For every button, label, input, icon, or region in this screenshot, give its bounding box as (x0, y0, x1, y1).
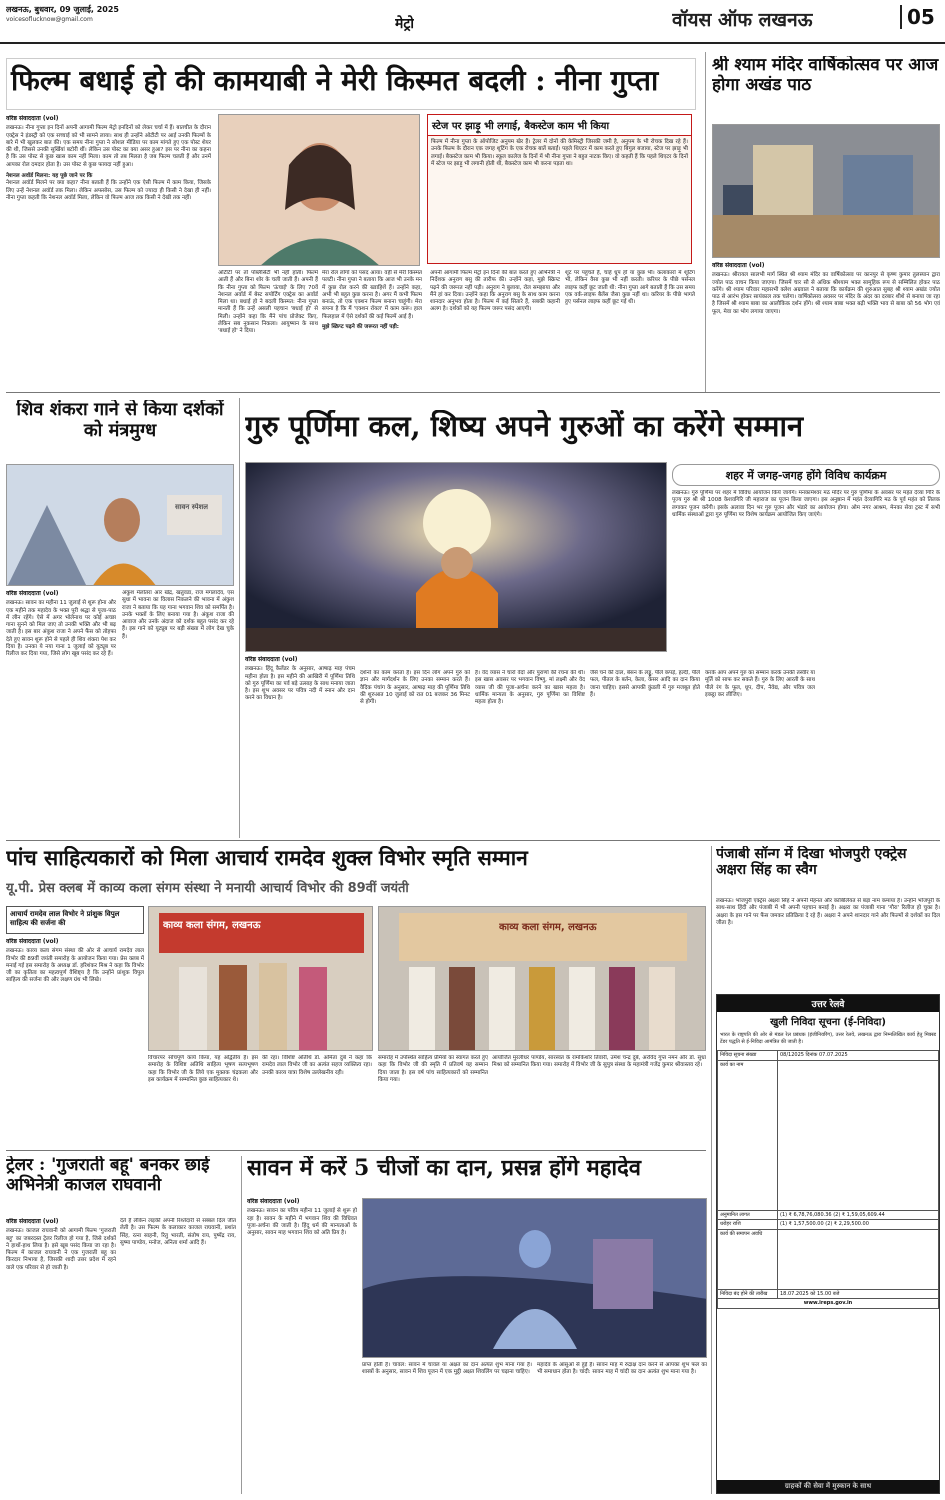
dateline: लखनऊ, बुधवार, 09 जुलाई, 2025 (6, 5, 119, 14)
banner-text-1: काव्य कला संगम, लखनऊ (163, 920, 261, 931)
story-guru-headline-box (245, 410, 940, 460)
temple-illustration (713, 125, 940, 258)
masthead (0, 0, 945, 44)
byline: वरिष्ठ संवाददाता (vol) (6, 938, 59, 945)
story-guru-col4: जैसे चने की दाल, बेसन के लड्डू, पीले कपड़े, हल्दी, पीले फल, पीतल के बर्तन, केला, केसर आदि का दान किया जाना चाहिए। इससे आपकी कुंडली में गुरु मजबूत होते हैं। (590, 670, 700, 698)
story-guru-col1 (245, 656, 355, 836)
guru-illustration (246, 463, 667, 652)
byline: वरिष्ठ संवाददाता (vol) (6, 115, 59, 122)
divider (6, 840, 940, 841)
story-guru-subhead-box (672, 464, 940, 486)
tender-cost: (1) ₹ 6,78,76,080.36 (2) ₹ 1,59,05,609.44 (778, 1210, 939, 1220)
story-sahitya-subhead: यू.पी. प्रेस क्लब में काव्य कला संगम संस्था ने मनायी आचार्य विभोर की 89वीं जयंती (6, 881, 409, 896)
divider (6, 392, 940, 393)
singer-photo (6, 464, 234, 586)
tender-cost-label: अनुमानित लागत (718, 1210, 778, 1220)
tender-footer: ग्राहकों की सेवा में मुस्कान के साथ (717, 1480, 939, 1493)
banner-text-2: काव्य कला संगम, लखनऊ (499, 922, 597, 933)
story-neena-col3-sub: मुझे स्क्रिप्ट पढ़ने की जरूरत नहीं पड़ी: (322, 324, 399, 331)
story-kajal-headline-box (6, 1156, 236, 1216)
tender-website[interactable]: www.ireps.gov.in (718, 1299, 939, 1309)
byline: वरिष्ठ संवाददाता (vol) (245, 656, 298, 663)
story-shyam-headline-box (712, 56, 940, 122)
story-sahitya-col5: आयोजित मुरलीधर पाण्डेय, सारस्वत के रामकिशोर तिवारी, उमेश चन्द्र दुबे, अरविंद गुप्त नमन और डॉ. सुधा मिश्रा को सम्मानित किया गया। समारोह में विभोर जी के सुपुत्र संस्था के महामंत्री गजेंद्र कुमार श्रीवास्तव रहे। (492, 1055, 706, 1069)
story-akshara-body: लखनऊ। भोजपुरी एक्ट्रेस अक्षरा सिंह ने अपनी मेहनत और काबिलियत से बड़ा नाम कमाया है। उन्होंने भोजपुरी के साथ-साथ हिंदी और पंजाबी में भी अपनी पहचान बनाई है। अक्षरा का पंजाबी गाना 'गौरा' रिलीज हो चुका है। अक्षरा के इस गाने पर फैंस जमकर प्रतिक्रिया दे रहे हैं। अक्षरा ने अपने शानदार गाने और फिल्मों से दर्शकों का दिल जीता है। (716, 898, 940, 926)
section-label: मेट्रो (395, 16, 415, 32)
tender-intro: भारत के राष्ट्रपति की ओर से मंडल रेल प्रबंधक (इंजीनियरिंग), उत्तर रेलवे, लखनऊ द्वारा निम्नलिखित कार्य हेतु मिक्स्ड टेंडर पद्धति से ई-निविदा आमंत्रित की जाती है। (720, 1032, 936, 1045)
email: voicesoflucknow@gmail.com (6, 16, 93, 23)
story-shiv-col2: अंकुश मेलोतरा आर खेंद्र, खतुवडा, राज मंगलादेव, एस सुधा में भावना का विलास निकलने की भावना में अंकुश राजा ने बताया कि यह गाना भगवान शिव को समर्पित है। उनके भक्तों के लिए बनाया गया है। अंकुश राजा की आवाज और उनके अंदाज को दर्शक बहुत पसंद कर रहे हैं। इस गाने को यूट्यूब पर बड़ी संख्या में लोग देख चुके हैं। (122, 590, 234, 640)
story-sahitya-pullquote: आचार्य रामदेव लाल विभोर ने प्रांशुक विपुल साहित्य की सर्जना की (6, 906, 144, 934)
divider (241, 1156, 242, 1494)
story-sahitya-headline: पांच साहित्यकारों को मिला आचार्य रामदेव शुक्ल विभोर स्मृति सम्मान (6, 846, 528, 870)
award-photo-2 (378, 906, 706, 1051)
story-sawan-col3: महादेव के आंसुओं से हुई है। सावन माह में रुद्राक्ष दान करने से आपका शुभ फल का भी समाधान होता है। चांदी: सावन माह में चांदी का दान अत्यंत शुभ माना गया है। (537, 1362, 707, 1376)
story-neena-sidebar (427, 114, 692, 264)
story-kajal-text: लखनऊ। काजल राघवानी को आगामी फिल्म 'गुजराती बहू' का जबरदस्त ट्रेलर रिलीज हो गया है, जिसे दर्शकों ने हाथों-हाथ लिया है। इसे खूब पसंद किया जा रहा है। फिल्म में काजल राघवानी ने एक गुजराती बहू का किरदार निभाया है, जिसकी शादी उत्तर प्रदेश में रहने वाले एक परिवार से हो जाती है। (6, 1228, 116, 1271)
shiva-photo (362, 1198, 707, 1358)
story-guru-col3: है। वेद व्यास ने चारों वेदों और पुराणों की रचना की थी। इस खास अवसर पर भगवान विष्णु, मां लक्ष्मी और वेद व्यास जी की पूजा-अर्चना करने का खास महत्व है। धार्मिक मान्यता के अनुसार, गुरु पूर्णिमा का विशिष्ट महत्व होता है। (475, 670, 585, 706)
tender-earnest: (1) ₹ 1,57,500.00 (2) ₹ 2,29,500.00 (778, 1220, 939, 1230)
story-sawan-col1 (247, 1198, 357, 1338)
byline: वरिष्ठ संवाददाता (vol) (247, 1198, 300, 1205)
photo-caption: सावन स्पेशल (175, 503, 208, 511)
tender-complete-label: कार्य की समापन अवधि (718, 1229, 778, 1289)
story-guru-col2: दर्शनों का काम करता है। इस दिन लोग अपने गुरु को ज्ञान और मार्गदर्शन के लिए उनका सम्मान करते हैं। वैदिक पंचांग के अनुसार, आषाढ़ माह की पूर्णिमा तिथि की शुरुआत 10 जुलाई को रात 01 बजकर 36 मिनट से होगी। (360, 670, 470, 706)
story-sahitya-subhead-box (6, 878, 706, 902)
story-sahitya-col1 (6, 938, 144, 1138)
story-akshara-headline-box (716, 846, 940, 896)
temple-photo (712, 124, 940, 258)
tender-notice-label: निविदा सूचना संख्या (718, 1051, 778, 1061)
story-neena-body2: नेशनल अवॉर्ड मिलने पर क्या कहा? नीना बताती हैं कि उन्होंने एक ऐसी फिल्म में काम किया, जिसके लिए उन्हें नेशनल अवॉर्ड तक मिला। लेकिन अफसोस, उस फिल्म को ज्यादा ही किसी ने देखा ही नहीं। नीना गुप्ता कहती कि नेशनल अवॉर्ड मिला, लेकिन वो फिल्म आज तक किसी ने देखी तक नहीं। (6, 180, 211, 201)
tender-notice (716, 994, 940, 1494)
story-shyam-text: लखनऊ। श्रीरायल सालभी मार्ग स्थित श्री श्याम मंदिर का वार्षिकोत्सव पर कानपुर से कृष्ण कुमार तुलस्यान द्वारा ज्योत पाठ वाचन किया जाएगा। जिसमें चार सौ से अधिक श्रीश्याम भक्त सामूहिक रूप से सम्मिलित होकर पाठ करेंगे। श्री श्याम परिवार महासभी क्लेश अग्रवाल ने बताया कि कार्यक्रम की शुरुआत सुबह श्री श्याम अखंड ज्योत पाठ से आरंभ होकर सायंकाल तक चलेगा। वार्षिकोत्सव अवसर पर मंदिर के अंदर का दरबार शीशे से बनाया जा रहा है जिसमें श्री श्याम बाबा का आलौकिक दर्शन होंगे। श्री श्याम बाबा भक्त बढ़ी भक्ति भाव से बाबा को 56 भोग एवं फूल, मेवा का भोग लगाया जाएगा। (712, 272, 940, 315)
story-neena-col2: ओटीटी पर तो पब्लिसिटी भी नहीं होती। फिल्में आती हैं और बिना शोर के चली जाती हैं। अपनी हैं कि नीना गुप्ता को फिल्म 'ऊंचाई' के लिए 70वें नेशनल अवॉर्ड में बेस्ट सपोर्टिंग एक्ट्रेस का अवॉर्ड मिला था। बधाई हो ने बदली किस्मत: नीना गुप्ता मानती हैं कि उन्हें असली पहचान 'बधाई हो' से मिली। उन्होंने कहा कि मैंने पांच प्रोजेक्ट किए, लेकिन सब नुकसान निकला। आयुष्मान के साथ 'बधाई हो' ने दिया। (218, 270, 318, 335)
story-neena-sub2: नेशनल अवॉर्ड मिलना: यह पूछे जाने पर कि (6, 173, 93, 180)
story-sahitya-text: लखनऊ। काव्य कला संगम संस्था की ओर से आचार्य रामदेव लाल विभोर की 89वीं जयंती समारोह के आयोजन किया गया। प्रेस क्लब में मनाई गई इस समारोह के अध्यक्ष डॉ. हरिशंकर मिश्र ने कहा कि विभोर जी का कृतित्व का महत्वपूर्ण वैशिष्ट्य है कि उन्होंने प्रांशुक विपुल साहित्य की सर्जना की और लक्षण ग्रंथ भी लिखे। (6, 948, 144, 984)
story-kajal-col1 (6, 1218, 116, 1494)
guru-purnima-photo (245, 462, 667, 652)
tender-table (717, 1050, 939, 1309)
page-number: 05 (900, 5, 935, 29)
story-neena-col4: अपनी आगामी फिल्म मेट्रो इन दिनों की बात करते हुए अभिनेत्री ने निर्देशक अनुराग बसु की तारीफ की। उन्होंने कहा, मुझे स्क्रिप्ट पढ़ने की जरूरत नहीं पड़ी। अनुराग ने बुलाया, रोल समझाया और मैंने हां कर दिया। उन्होंने कहा कि अनुराग बसु के साथ काम करना शानदार अनुभव होता है। फिल्म में कई सितारे हैं, सबकी कहानी अलग है। दर्शकों को यह फिल्म जरूर पसंद आएगी। (430, 270, 560, 313)
paper-name: वॉयस ऑफ लखनऊ (672, 9, 813, 31)
byline: वरिष्ठ संवाददाता (vol) (6, 1218, 59, 1225)
story-guru-col5: करके आप अपने गुरु का सम्मान करके उनकी तस्वीर या मूर्ति को साफ कर सकते हैं। गुरु के लिए आरती के साथ पीले रंग के फूल, धूप, दीप, नैवेद्य, और पवित्र जल इकट्ठा कर लीजिए। (705, 670, 815, 698)
tender-earnest-label: धरोहर राशि (718, 1220, 778, 1230)
story-guru-subhead: शहर में जगह-जगह होंगे विविध कार्यक्रम (725, 469, 887, 482)
award-photo-1 (148, 906, 373, 1051)
story-sawan-col2: प्राप्त होती है। चावल: सावन में चावल या अक्षत का दान अत्यंत शुभ माना गया है। शास्त्रों के अनुसार, सावन में शिव पूजन में एक मुट्ठी अक्षत शिवलिंग पर चढ़ाना चाहिए। (362, 1362, 532, 1376)
story-sahitya-col2: विचारपर सोचपूर्ण कार्य किया, यह अद्वितीय है। इस समारोह के विशिष्ट अतिथि साहित्य भूषण सत्यभूषण कहा कि विभोर जी के लिये एक मुक्तक चंद्रकला और इस कार्यक्रम में सम्मानित कुछ साहित्यकार थे। (148, 1055, 258, 1083)
story-guru-c1: लखनऊ। हिंदू कैलेंडर के अनुसार, आषाढ़ माह पंचम महीना होता है। इस महीने की आखिरी में पूर्णिमा तिथि को गुरु पूर्णिमा का पर्व बड़े उत्साह के साथ मनाया जाता है। इस शुभ अवसर पर पवित्र नदी में स्नान और दान करने का विधान है। (245, 666, 355, 702)
story-shyam-headline: श्री श्याम मंदिर वार्षिकोत्सव पर आज होगा अखंड पाठ (712, 56, 939, 95)
story-sawan-headline-box (247, 1156, 707, 1196)
story-neena-lead: लखनऊ। नीना गुप्ता इन दिनों अपनी आगामी फिल्म मेट्रो इनदिनों को लेकर चर्चा में हैं। बातचीत के दौरान एक्ट्रेस ने इंडस्ट्री को एक सच्चाई को भी सामने लाया। साथ ही उन्होंने ओटीटी पर आई उनकी फिल्मों के बारे में भी खुलकर बात की। एक समय नीना गुप्ता ने सोशल मीडिया पर काम मांगते हुए एक पोस्ट शेयर की थी, जिससे उनकी सुर्खियां बटोरी थीं। लेकिन उस पोस्ट का क्या असर हुआ? इस पर नीना का कहना है कि उस पोस्ट से कुछ खास काम नहीं मिला। काम तो तब मिलता है जब फिल्म चलती हैं और उनमें आपका रोल दमदार होता है। उस पोस्ट से कुछ फायदा नहीं हुआ। (6, 125, 211, 168)
story-kajal-col2: देते हैं लेकिन लड़की अपनी रिश्तेदारी से सब्बल दिल जीत लेती है। उस फिल्म के कलाकार काजल राघवानी, प्रशांत सिंह, रत्ना साहनी, रितु भारती, संतोष राय, पुष्पेंद्र राय, सुष्मा पाण्डेय, मनोज, अनिता शर्मा आदि हैं। (120, 1218, 236, 1246)
story-neena-col5: शूट पर पहुंचते हैं, चाहे धूप हो या कुछ भी। कलाकारों में शूटिंग भी, लेकिन वैसा कुछ भी नहीं करती। करियर के पीछे पर्सनल लाइफ कहीं छूट जाती थी: नीना गुप्ता आगे बताती हैं कि उस समय एक वर्क-लाइफ बैलेंस जैसा कुछ नहीं था। करियर के पीछे भागते हुए पर्सनल लाइफ कहीं छूट गई थी। (565, 270, 695, 306)
tender-title: खुली निविदा सूचना (ई-निविदा) (770, 1017, 886, 1028)
story-sawan-text: लखनऊ। सावन का पवित्र महीना 11 जुलाई से शुरू हो रहा है। सावन के महीने में भगवान शिव की विधिवत पूजा-अर्चना की जाती है। हिंदू धर्म की मान्यताओं के अनुसार, सावन माह भगवान शिव को अति प्रिय है। (247, 1208, 357, 1237)
story-neena-headline-box (6, 58, 696, 110)
byline: वरिष्ठ संवाददाता (vol) (6, 590, 59, 597)
story-neena-side-text: फिल्म में नीना गुप्ता के ऑपोजिट अनुपम खेर हैं। ट्रेलर में दोनों की केमिस्ट्री जिसकी जमी है, अनुपम के भी रोचक दिख रहे हैं। उनके फिल्म के दौरान एक जगह शूटिंग के एक रोचक बातें बताईं। पहले थिएटर में काम करते हुए बिगुल बजाया, स्टेज पर झाड़ू भी लगाई। बैकस्टेज काम भी किया। स्कूल कालेज के दिनों में भी नीना गुप्ता ने बहुत नाटक किए। वो कहती हैं कि पहले थिएटर के दिनों में स्टेज पर झाड़ू भी लगानी होती थी, बैकस्टेज काम भी करना पड़ता था। (431, 139, 688, 167)
story-neena-subhead: स्टेज पर झाड़ू भी लगाई, बैकस्टेज काम भी किया (428, 115, 691, 136)
portrait-illustration (219, 115, 420, 266)
story-sawan-headline: सावन में करें 5 चीजों का दान, प्रसन्न होंगे महादेव (247, 1156, 641, 1181)
divider (711, 846, 712, 1494)
shiva-illustration (363, 1199, 707, 1358)
story-kajal-headline: ट्रेलर : 'गुजराती बहू' बनकर छाई अभिनेत्री काजल राघवानी (6, 1156, 210, 1195)
story-neena-col3-text: मेरा रोल लोगों को पसंद आया। वहीं से मेरी किस्मत पलटी। नीना गुप्ता ने बताया कि आज भी उनके मन में कुछ रोल करने की ख्वाहिशें हैं। उन्होंने कहा, अभी भी बहुत कुछ करना है। अगर मैं कभी फिल्म बनाऊं, तो एक एक्शन फिल्म बनाना चाहूंगी। मेरा सपना है कि मैं 'एक्शन रॉयल' में काम करूं। हाल फिलहाल में ऐसे दर्शकों की कई फिल्में आई हैं। (322, 270, 422, 320)
tender-date-label: निविदा बंद होने की तारीख (718, 1289, 778, 1299)
divider (6, 1150, 706, 1151)
byline: वरिष्ठ संवाददाता (vol) (712, 262, 765, 269)
divider (239, 398, 240, 838)
story-shiv-headline-box (6, 400, 234, 460)
story-sahitya-headline-box (6, 846, 706, 880)
story-sahitya-col3: की रहा। विशिष्ट अतिथि डॉ. अमिता दुबे ने कहा कि रामदेव लाल विभोर जी का अत्यंत सहज व्यक्तित्व रहा। उनकी काव्य यात्रा विशेष उल्लेखनीय रही। (262, 1055, 372, 1076)
tender-notice-no: 08/12025 दिनांक 07.07.2025 (778, 1051, 939, 1061)
story-guru-lead: लखनऊ। गुरु पूर्णिमा पर शहर में विविध आयोजन किये जायेंगे। मनकामेश्वर मठ मंदिर पर गुरु पूर्णिमा के अवसर पर महंत देव्या गिरि के पूज्य गुरु श्री श्री 1008 केशवगिरि जी महाराज का पूजन किया जाएगा। इस अनुष्ठान में महंत देव्यागिरि मठ के पूर्व महंत को तिलक लगाकर पूजन करेंगी। इसके अलावा दिन भर गुरु पूजन और भंडारे का आयोजन होगा। ओम नगर आश्रम, मेनका सेवा ट्रस्ट में सभी धार्मिक संस्थाओं द्वारा गुरु पूर्णिमा पर विशेष कार्यक्रम आयोजित किए जाएंगे। (672, 490, 940, 518)
story-shiv-headline: शिव शंकरा गाने से किया दर्शकों को मंत्रमुग्ध (16, 400, 224, 441)
singer-illustration (7, 465, 234, 586)
story-sawan-col1b (247, 1342, 357, 1494)
story-sahitya-col4: समारोह में उपस्थित साहित्य प्रेमियों का स्वागत करते हुए कहा कि विभोर जी की स्मृति में प्रतिवर्ष यह सम्मान दिया जाता है। इस वर्ष पांच साहित्यकारों को सम्मानित किया गया। (378, 1055, 488, 1083)
story-guru-headline: गुरु पूर्णिमा कल, शिष्य अपने गुरुओं का करेंगे सम्मान (245, 410, 804, 443)
tender-close-date: 18.07.2025 को 15.00 बजे (778, 1289, 939, 1299)
story-shiv-col1 (6, 590, 116, 838)
divider (705, 52, 706, 392)
story-shyam-body (712, 262, 940, 390)
story-neena-headline: फिल्म बधाई हो की कामयाबी ने मेरी किस्मत बदली : नीना गुप्ता (11, 64, 659, 97)
story-shiv-text: लखनऊ। सावन का महीना 11 जुलाई से शुरू होना और एक महीने तक महादेव के भक्त पूरी श्रद्धा से पूजा-पाठ में लीन रहेंगे। ऐसे में अगर भोलेनाथ पर कोई अच्छा गाना सुनने को मिल जाए तो उनकी भक्ति और भी बढ़ जाती है। इस बार अंकुश राजा ने अपने फैंस को तोहफा देते हुए सावन शुरू होने से पहले ही शिव शंकरा पेश कर दिया है। उनका ये नया गाना 1 जुलाई को यूट्यूब पर रिलीज कर दिया गया, जिसे लोग खूब पसंद कर रहे हैं। (6, 600, 116, 658)
tender-work-label: कार्य का नाम (718, 1060, 778, 1210)
story-akshara-headline: पंजाबी सॉन्ग में दिखा भोजपुरी एक्ट्रेस अक्षरा सिंह का स्वैग (716, 846, 907, 879)
tender-top: उत्तर रेलवे (717, 995, 939, 1012)
neena-gupta-photo (218, 114, 420, 266)
